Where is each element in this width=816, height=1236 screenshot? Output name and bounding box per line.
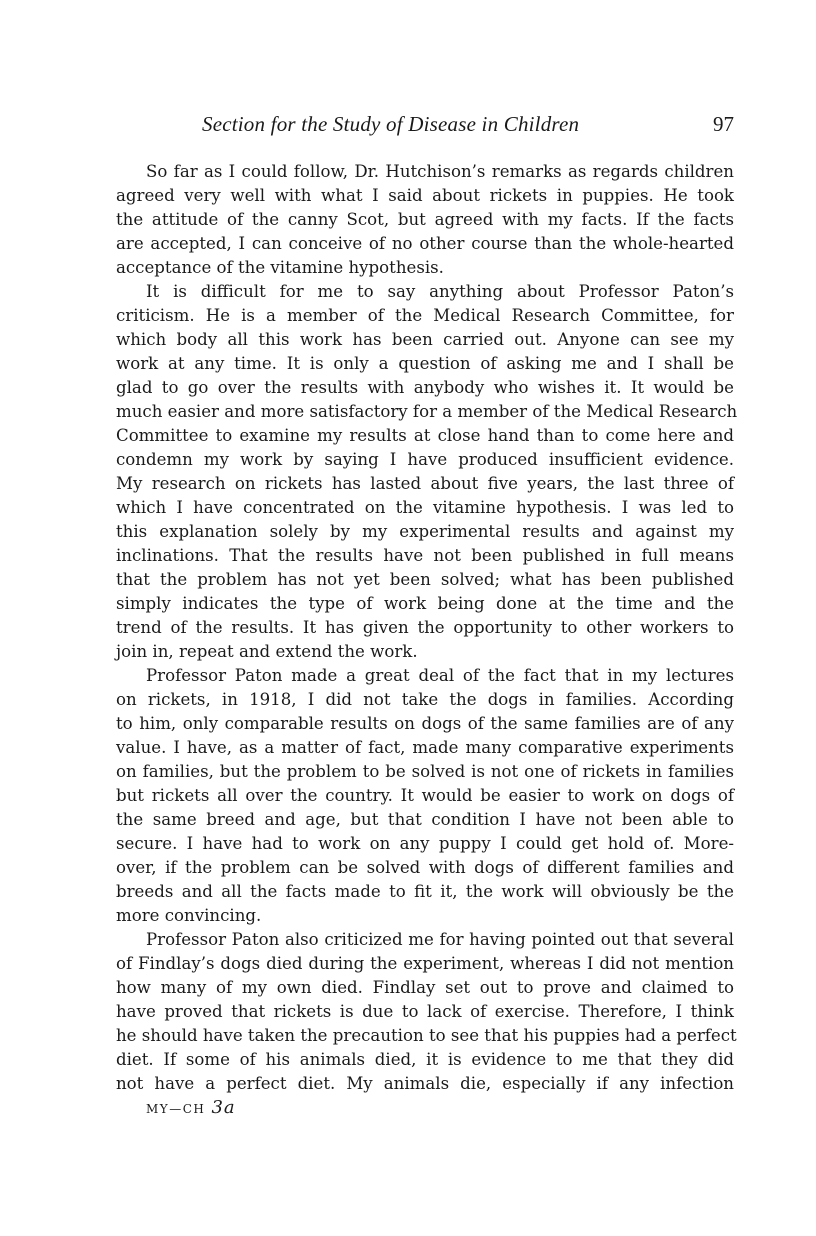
text-line: have proved that rickets is due to lack of exercise. Therefore, I think bbox=[116, 1002, 734, 1021]
text-line: breeds and all the facts made to fit it, the work will obviously be the bbox=[116, 882, 734, 901]
text-line: trend of the results. It has given the opportunity to other workers to bbox=[116, 618, 734, 637]
text-line: join in, repeat and extend the work. bbox=[116, 642, 418, 661]
text-line: work at any time. It is only a question of asking me and I shall be bbox=[116, 354, 734, 373]
text-line: but rickets all over the country. It would be easier to work on dogs of bbox=[116, 786, 734, 805]
body-text bbox=[116, 160, 738, 1096]
text-line: to him, only comparable results on dogs of the same families are of any bbox=[116, 714, 734, 733]
text-line: criticism. He is a member of the Medical Research Committee, for bbox=[116, 306, 734, 325]
text-line: condemn my work by saying I have produced insufficient evidence. bbox=[116, 450, 734, 469]
text-line: on rickets, in 1918, I did not take the dogs in families. According bbox=[116, 690, 734, 709]
text-line: which body all this work has been carried out. Anyone can see my bbox=[116, 330, 734, 349]
text-line: the attitude of the canny Scot, but agreed with my facts. If the facts bbox=[116, 210, 734, 229]
text-line: the same breed and age, but that condition I have not been able to bbox=[116, 810, 734, 829]
text-line: acceptance of the vitamine hypothesis. bbox=[116, 258, 444, 277]
text-line: Professor Paton made a great deal of the fact that in my lectures bbox=[146, 666, 734, 685]
signature-suffix: 3a bbox=[211, 1097, 236, 1118]
text-line: more convincing. bbox=[116, 906, 262, 925]
text-line: not have a perfect diet. My animals die, especially if any infection bbox=[116, 1074, 734, 1093]
text-line: My research on rickets has lasted about five years, the last three of bbox=[116, 474, 734, 493]
text-line: that the problem has not yet been solved; what has been published bbox=[116, 570, 734, 589]
text-line: Professor Paton also criticized me for having pointed out that several bbox=[146, 930, 734, 949]
text-line: secure. I have had to work on any puppy I could get hold of. More- bbox=[116, 834, 734, 853]
running-header bbox=[116, 112, 734, 140]
text-line: much easier and more satisfactory for a member of the Medical Research bbox=[116, 402, 738, 421]
text-line: It is difficult for me to say anything about Professor Paton’s bbox=[146, 282, 734, 301]
text-line: inclinations. That the results have not been published in full means bbox=[116, 546, 734, 565]
text-line: this explanation solely by my experimental results and against my bbox=[116, 522, 734, 541]
page-number: 97 bbox=[713, 112, 734, 136]
text-line: value. I have, as a matter of fact, made many comparative experiments bbox=[116, 738, 734, 757]
text-line: he should have taken the precaution to see that his puppies had a perfect bbox=[116, 1026, 737, 1045]
text-line: Committee to examine my results at close hand than to come here and bbox=[116, 426, 734, 445]
text-line: diet. If some of his animals died, it is evidence to me that they did bbox=[116, 1050, 734, 1069]
text-line: are accepted, I can conceive of no other course than the whole-hearted bbox=[116, 234, 734, 253]
text-line: So far as I could follow, Dr. Hutchison’s remarks as regards children bbox=[146, 162, 734, 181]
text-line: how many of my own died. Findlay set out to prove and claimed to bbox=[116, 978, 734, 997]
text-line: of Findlay’s dogs died during the experiment, whereas I did not mention bbox=[116, 954, 734, 973]
text-line: which I have concentrated on the vitamine hypothesis. I was led to bbox=[116, 498, 734, 517]
text-line: simply indicates the type of work being done at the time and the bbox=[116, 594, 734, 613]
signature-prefix: MY—CH bbox=[146, 1102, 206, 1116]
text-line: over, if the problem can be solved with dogs of different families and bbox=[116, 858, 734, 877]
text-line: on families, but the problem to be solved is not one of rickets in families bbox=[116, 762, 734, 781]
running-title: Section for the Study of Disease in Children bbox=[202, 112, 580, 136]
text-line: agreed very well with what I said about rickets in puppies. He took bbox=[116, 186, 734, 205]
text-line: glad to go over the results with anybody who wishes it. It would be bbox=[116, 378, 734, 397]
signature-mark bbox=[146, 1097, 236, 1118]
